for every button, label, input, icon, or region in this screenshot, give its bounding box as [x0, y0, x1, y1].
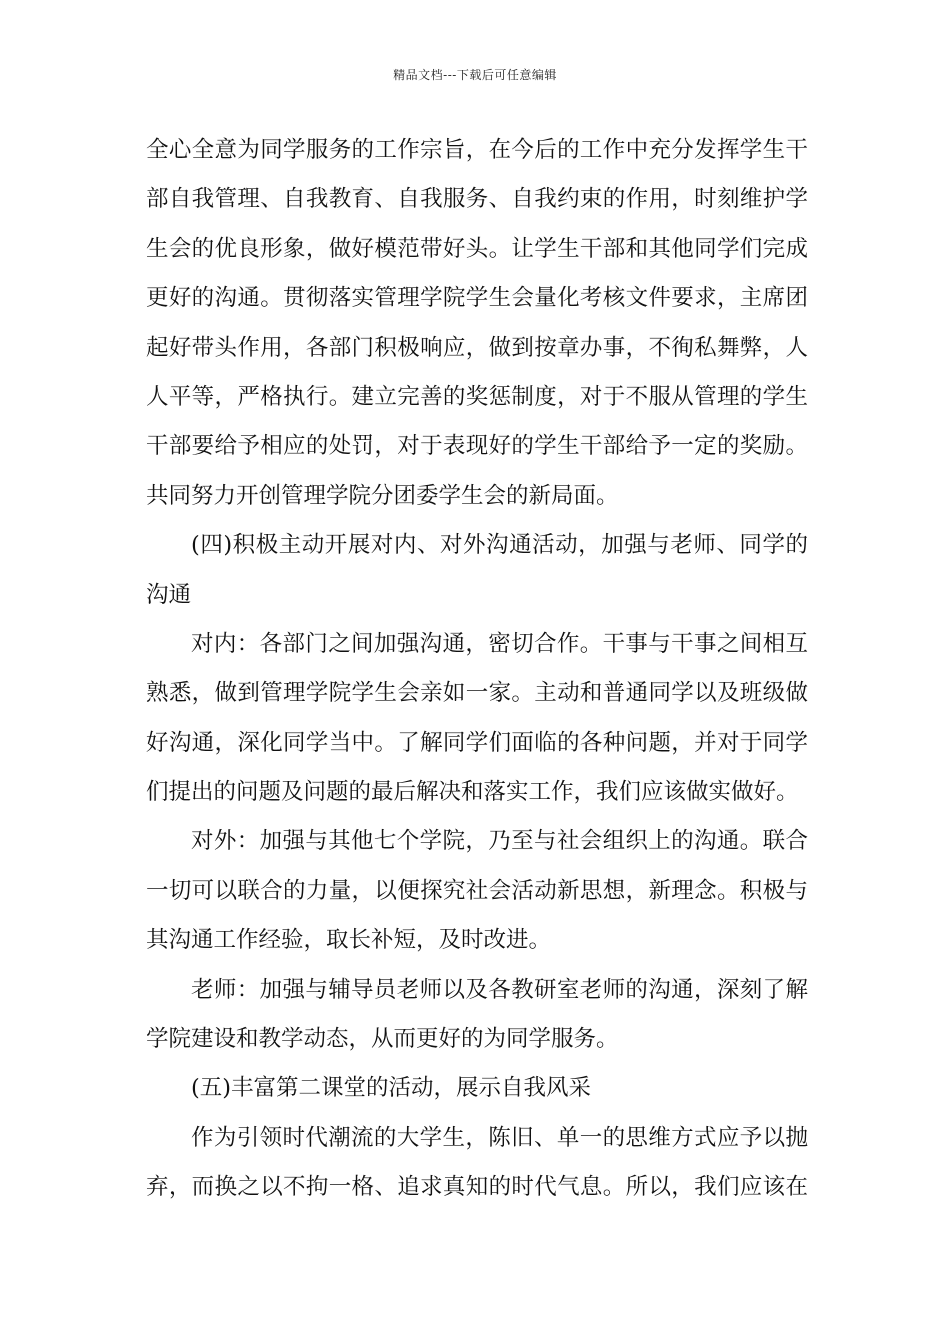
text-line: 对外：加强与其他七个学院，乃至与社会组织上的沟通。联合	[191, 828, 808, 855]
text-line: 老师：加强与辅导员老师以及各教研室老师的沟通，深刻了解	[191, 976, 808, 1003]
text-line: 干部要给予相应的处罚，对于表现好的学生干部给予一定的奖励。	[146, 433, 808, 460]
text-line: 起好带头作用，各部门积极响应，做到按章办事，不徇私舞弊，人	[146, 334, 808, 361]
text-line: 弃，而换之以不拘一格、追求真知的时代气息。所以，我们应该在	[146, 1174, 808, 1201]
text-line: 共同努力开创管理学院分团委学生会的新局面。	[146, 482, 619, 509]
page-header: 精品文档---下载后可任意编辑	[393, 68, 557, 82]
document-body	[146, 126, 808, 1213]
section-heading-5: (五)丰富第二课堂的活动，展示自我风采	[191, 1075, 592, 1102]
text-line: 一切可以联合的力量，以便探究社会活动新思想，新理念。积极与	[146, 877, 808, 904]
text-line: 生会的优良形象，做好模范带好头。让学生干部和其他同学们完成	[146, 235, 808, 262]
text-line: 学院建设和教学动态，从而更好的为同学服务。	[146, 1026, 619, 1053]
text-line: 人平等，严格执行。建立完善的奖惩制度，对于不服从管理的学生	[146, 383, 808, 410]
text-line: 部自我管理、自我教育、自我服务、自我约束的作用，时刻维护学	[146, 186, 808, 213]
section-heading-4-cont: 沟通	[146, 581, 192, 608]
text-line: 对内：各部门之间加强沟通，密切合作。干事与干事之间相互	[191, 630, 808, 657]
text-line: 全心全意为同学服务的工作宗旨，在今后的工作中充分发挥学生干	[146, 137, 808, 163]
text-line: 好沟通，深化同学当中。了解同学们面临的各种问题，并对于同学	[146, 729, 808, 756]
text-line: 熟悉，做到管理学院学生会亲如一家。主动和普通同学以及班级做	[146, 680, 808, 707]
section-heading-4: (四)积极主动开展对内、对外沟通活动，加强与老师、同学的	[191, 532, 808, 559]
text-line: 其沟通工作经验，取长补短，及时改进。	[146, 927, 552, 954]
text-line: 们提出的问题及问题的最后解决和落实工作，我们应该做实做好。	[146, 779, 799, 806]
text-line: 作为引领时代潮流的大学生，陈旧、单一的思维方式应予以抛	[191, 1124, 808, 1151]
text-line: 更好的沟通。贯彻落实管理学院学生会量化考核文件要求，主席团	[146, 285, 808, 312]
